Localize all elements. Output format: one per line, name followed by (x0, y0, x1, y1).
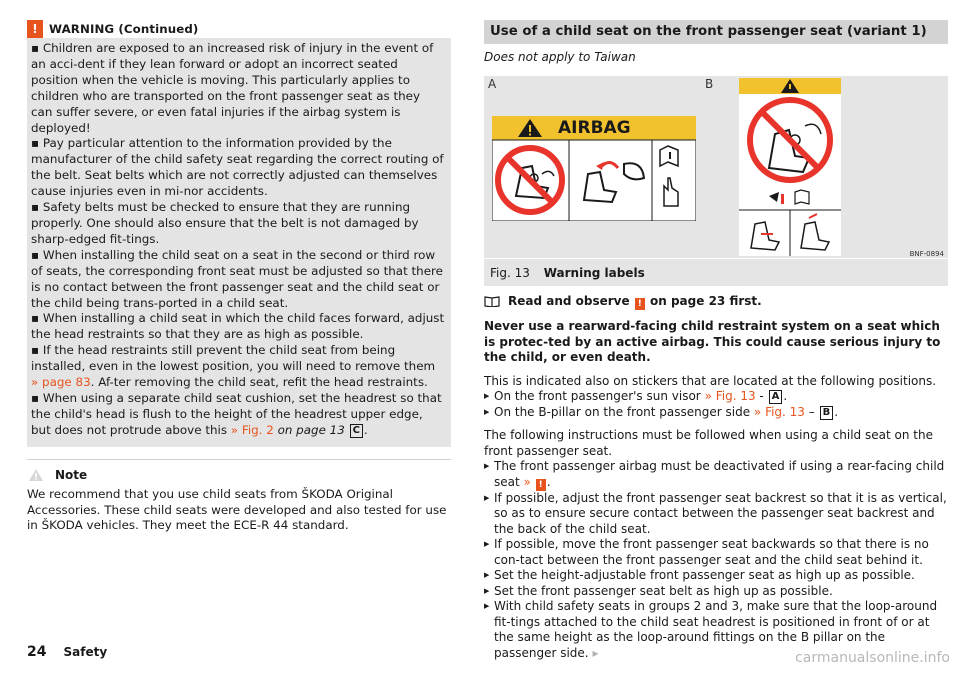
list-item: ▶ The front passenger airbag must be deactivated if using a rear-facing child seat » ! . (484, 459, 948, 491)
figure-warning-labels (484, 76, 948, 258)
page-footer (27, 644, 107, 660)
warning-item: ▪ Safety belts must be checked to ensure that they are running properly. One should also ensure that the belt is not damaged by sharp-edged fit-tings. (31, 200, 419, 246)
figure-label-a: A (488, 77, 497, 91)
list-item: ▶ On the B-pillar on the front passenger side » Fig. 13 – B . (484, 405, 948, 421)
book-icon (484, 295, 508, 310)
list-item: ▶ If possible, move the front passenger seat backwards so that there is no con-tact between the front passenger seat and the child seat behind it. (484, 537, 948, 568)
warning-title: WARNING (Continued) (49, 22, 199, 36)
figure-caption (484, 258, 948, 286)
sticker-positions-list (484, 389, 948, 420)
list-item: ▶ If possible, adjust the front passenger seat backrest so that it is as vertical, so as to ensure secure contact between the passenger seat backrest and the back of the child seat. (484, 491, 948, 538)
warning-item: ▪ When installing the child seat on a seat in the second or third row of seats, the corresponding front seat must be adjusted so that there is no contact between the front passenger seat and the child seat or the child being trans-ported in a child seat. (31, 247, 443, 310)
note-block (27, 459, 451, 535)
fig-13-link[interactable]: » Fig. 13 (753, 404, 805, 419)
fig-2-link[interactable]: » Fig. 2 (230, 422, 274, 437)
list-item: ▶ On the front passenger's sun visor » Fig. 13 - A . (484, 389, 948, 405)
warning-paragraph: Never use a rearward-facing child restraint system on a seat which is protec-ted by an active airbag. This could cause serious injury to the child, or even death. (484, 319, 941, 364)
instructions-list (484, 459, 948, 661)
figure-number: Fig. 13 (490, 266, 530, 280)
page-83-link[interactable]: » page 83 (31, 375, 91, 390)
figure-label-b: B (705, 77, 714, 91)
note-header (27, 468, 451, 483)
warning-item: ▪ If the head restraints still prevent the child seat from being installed, even in the lowest position, you will need to remove them » page 83. Af-ter removing the child seat, refit the head restraints. (31, 343, 436, 390)
right-column (484, 20, 948, 661)
list-item: ▶ With child safety seats in groups 2 and 3, make sure that the loop-around fit-tings attached to the child seat headrest is positioned in front of or at the same height as the loop-around fittings on the B pillar on the passenger side. ▸ (484, 599, 948, 661)
warning-item: ▪ Children are exposed to an increased risk of injury in the event of an acci-dent if they lean forward or adopt an incorrect seated position when the vehicle is moving. This particularly applies to children who are transported on the front passenger seat as they can suffer severe, or even fatal injuries if the airbag system is deployed! (31, 41, 434, 135)
box-ref-c: C (350, 424, 363, 438)
warning-icon: ! (27, 20, 43, 38)
info-icon (27, 468, 45, 483)
note-text: We recommend that you use child seats from ŠKODA Original Accessories. These child seats were developed and also tested for use in ŠKODA vehicles. They meet the ECE-R 44 standard. (27, 486, 447, 533)
instructions-intro: The following instructions must be followed when using a child seat on the front passenger seat. (484, 428, 933, 458)
continue-arrow-icon: ▸ (592, 645, 599, 660)
warning-icon[interactable]: ! (635, 298, 645, 310)
note-title: Note (55, 468, 88, 483)
warning-item: ▪ When installing a child seat in which the child faces forward, adjust the head restraints so that they are as high as possible. (31, 311, 445, 342)
section-title: Use of a child seat on the front passenger seat (variant 1) (484, 20, 948, 44)
warning-item: ▪ When using a separate child seat cushion, set the headrest so that the child's head is flush to the height of the headrest upper edge, but does not protrude above this » Fig. 2 on page 13 C . (31, 390, 442, 437)
airbag-title: AIRBAG (558, 118, 631, 138)
page-number: 24 (27, 644, 47, 660)
list-item: ▶ Set the height-adjustable front passenger seat as high up as possible. (484, 568, 948, 584)
warning-item: ▪ Pay particular attention to the information provided by the manufacturer of the child safety seat regarding the correct routing of the belt. Seat belts which are not correctly adjusted can themselves cause injuries even in mi-nor accidents. (31, 136, 444, 199)
watermark: carmanualsonline.info (795, 650, 950, 666)
footer-section: Safety (63, 645, 108, 659)
section-subtitle: Does not apply to Taiwan (484, 50, 636, 64)
figure-code: BNF-0894 (909, 250, 944, 258)
figure-title: Warning labels (543, 266, 645, 280)
warning-icon[interactable]: ! (536, 479, 546, 491)
sticker-positions-intro: This is indicated also on stickers that are located at the following positions. (484, 373, 937, 388)
box-ref-a: A (769, 390, 783, 404)
list-item: ▶ Set the front passenger seat belt as high up as possible. (484, 584, 948, 600)
airbag-sticker-b (739, 78, 841, 256)
fig-13-link[interactable]: » Fig. 13 (704, 389, 756, 403)
left-column (27, 20, 451, 534)
warning-body (27, 38, 451, 447)
box-ref-b: B (820, 406, 834, 420)
warning-header (27, 20, 451, 38)
warning-link[interactable]: » (523, 474, 531, 489)
read-observe-line: Read and observe ! on page 23 first. (484, 293, 948, 311)
